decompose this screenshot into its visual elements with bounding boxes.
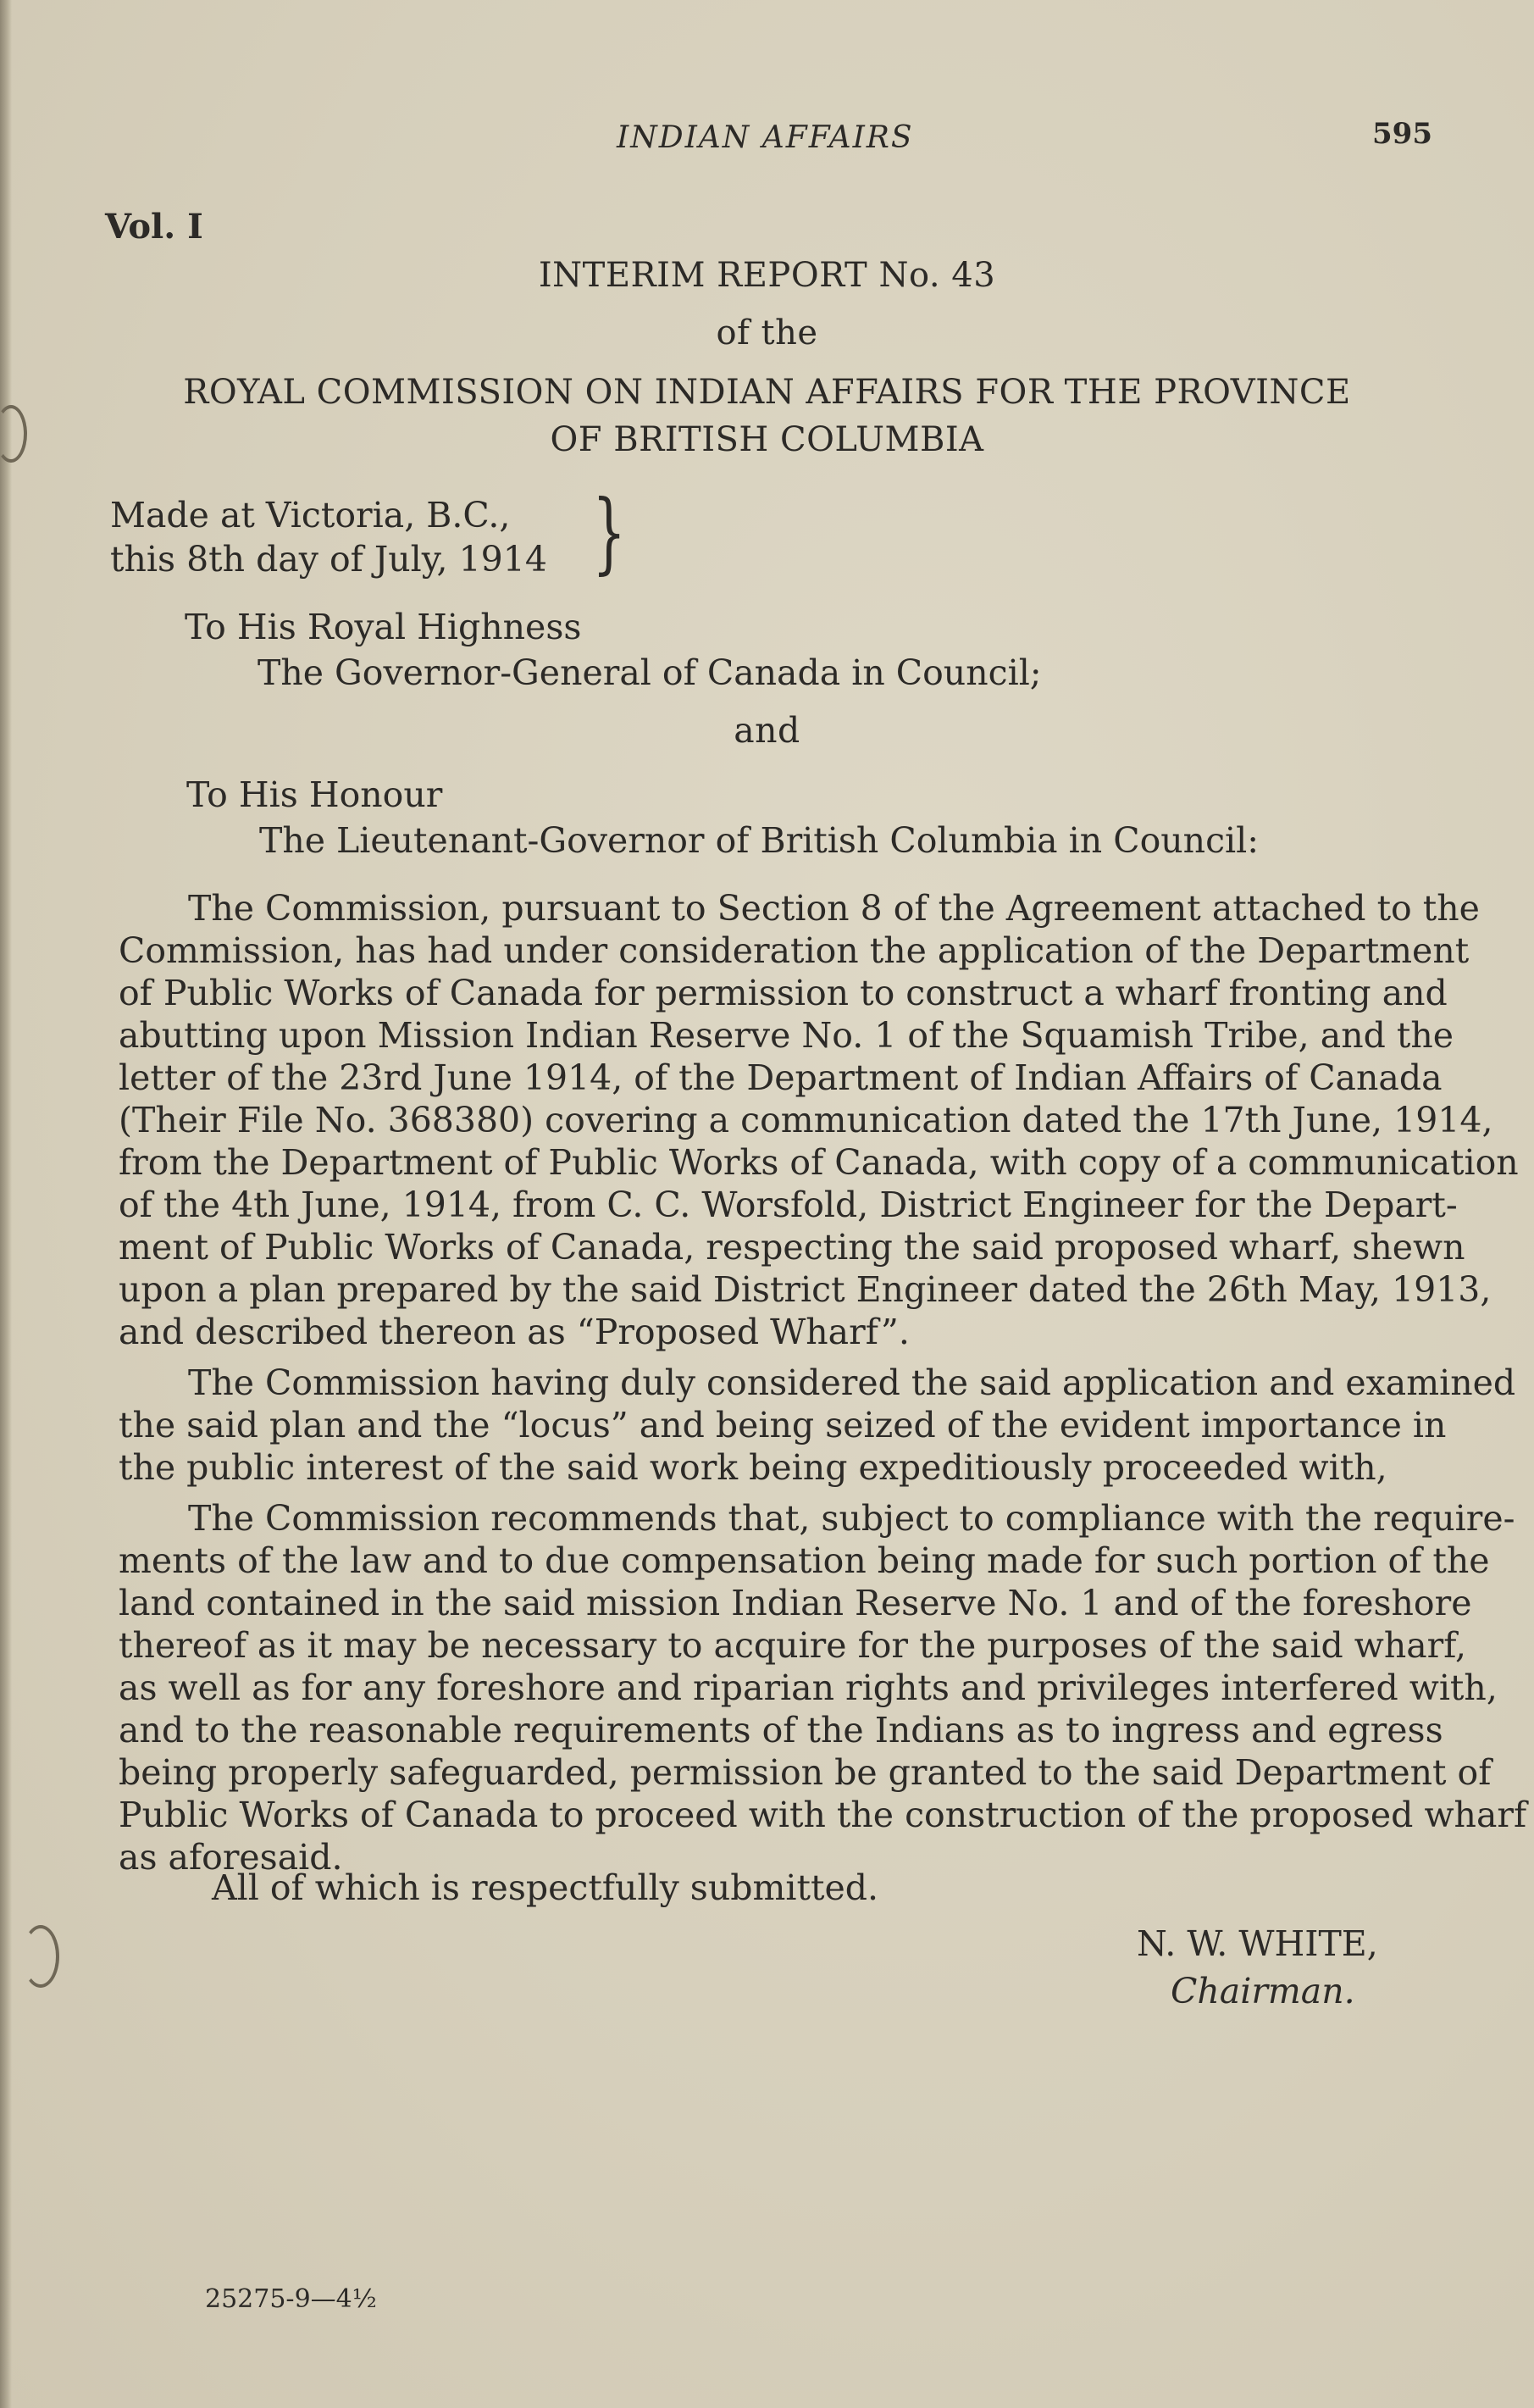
paragraph-line: as well as for any foreshore and riparian rights and privileges interfered with,: [119, 1667, 1498, 1708]
dateline-place: Made at Victoria, B.C.,: [110, 495, 511, 535]
paragraph-line: The Commission having duly considered the said application and examined: [188, 1362, 1516, 1403]
paragraph-line: land contained in the said mission Indian Reserve No. 1 and of the foreshore: [119, 1583, 1472, 1623]
paragraph-line: ments of the law and to due compensation being made for such portion of the: [119, 1540, 1490, 1581]
signatory-name: N. W. WHITE,: [1137, 1923, 1378, 1964]
commission-name-line-1: ROYAL COMMISSION ON INDIAN AFFAIRS FOR THE PROVINCE: [183, 373, 1351, 412]
volume-label: Vol. I: [105, 207, 203, 247]
report-title: INTERIM REPORT No. 43: [538, 256, 996, 295]
signatory-role: Chairman.: [1171, 1971, 1355, 2011]
page-number: 595: [1372, 117, 1432, 151]
paragraph-line: letter of the 23rd June 1914, of the Department of Indian Affairs of Canada: [119, 1057, 1443, 1098]
paragraph-line: of the 4th June, 1914, from C. C. Worsfold, District Engineer for the Depart-: [119, 1185, 1458, 1225]
paragraph-line: from the Department of Public Works of Canada, with copy of a communication: [119, 1142, 1519, 1183]
running-title: INDIAN AFFAIRS: [617, 120, 914, 155]
paragraph-line: abutting upon Mission Indian Reserve No. 1 of the Squamish Tribe, and the: [119, 1015, 1454, 1056]
commission-name-line-2: OF BRITISH COLUMBIA: [550, 420, 984, 459]
paragraph-line: upon a plan prepared by the said District Engineer dated the 26th May, 1913,: [119, 1269, 1492, 1310]
paragraph-line: Commission, has had under consideration the application of the Department: [119, 930, 1470, 971]
paragraph-line: The Commission recommends that, subject to compliance with the require-: [188, 1498, 1515, 1539]
second-recipient: The Lieutenant-Governor of British Columbia in Council:: [259, 820, 1260, 861]
dateline-date: this 8th day of July, 1914: [110, 539, 547, 580]
paragraph-line: (Their File No. 368380) covering a communication dated the 17th June, 1914,: [119, 1100, 1493, 1140]
report-title-of-the: of the: [716, 313, 818, 352]
printer-mark: 25275-9—4½: [205, 2284, 377, 2314]
page-binding-edge: [0, 0, 12, 2408]
second-salutation: To His Honour: [186, 774, 443, 815]
paragraph-line: being properly safeguarded, permission be granted to the said Department of: [119, 1752, 1492, 1793]
paragraph-line: The Commission, pursuant to Section 8 of the Agreement attached to the: [188, 888, 1480, 929]
paragraph-line: thereof as it may be necessary to acquire for the purposes of the said wharf,: [119, 1625, 1467, 1666]
paragraph-line: as aforesaid.: [119, 1837, 343, 1878]
first-recipient: The Governor-General of Canada in Council;: [258, 652, 1042, 693]
first-salutation: To His Royal Highness: [185, 607, 582, 647]
binding-hole-bottom: [22, 1925, 59, 1988]
addressee-conjunction: and: [734, 710, 800, 751]
paragraph-line: and described thereon as “Proposed Wharf”.: [119, 1312, 910, 1352]
paragraph-line: the said plan and the “locus” and being seized of the evident importance in: [119, 1405, 1447, 1445]
closing-statement: All of which is respectfully submitted.: [212, 1867, 878, 1908]
paragraph-line: Public Works of Canada to proceed with the construction of the proposed wharf: [119, 1795, 1527, 1835]
paragraph-line: the public interest of the said work being expeditiously proceeded with,: [119, 1447, 1387, 1488]
paragraph-line: ment of Public Works of Canada, respecting the said proposed wharf, shewn: [119, 1227, 1465, 1268]
dateline-brace: }: [592, 480, 626, 584]
paragraph-line: of Public Works of Canada for permission to construct a wharf fronting and: [119, 973, 1448, 1013]
paragraph-line: and to the reasonable requirements of the Indians as to ingress and egress: [119, 1710, 1443, 1751]
